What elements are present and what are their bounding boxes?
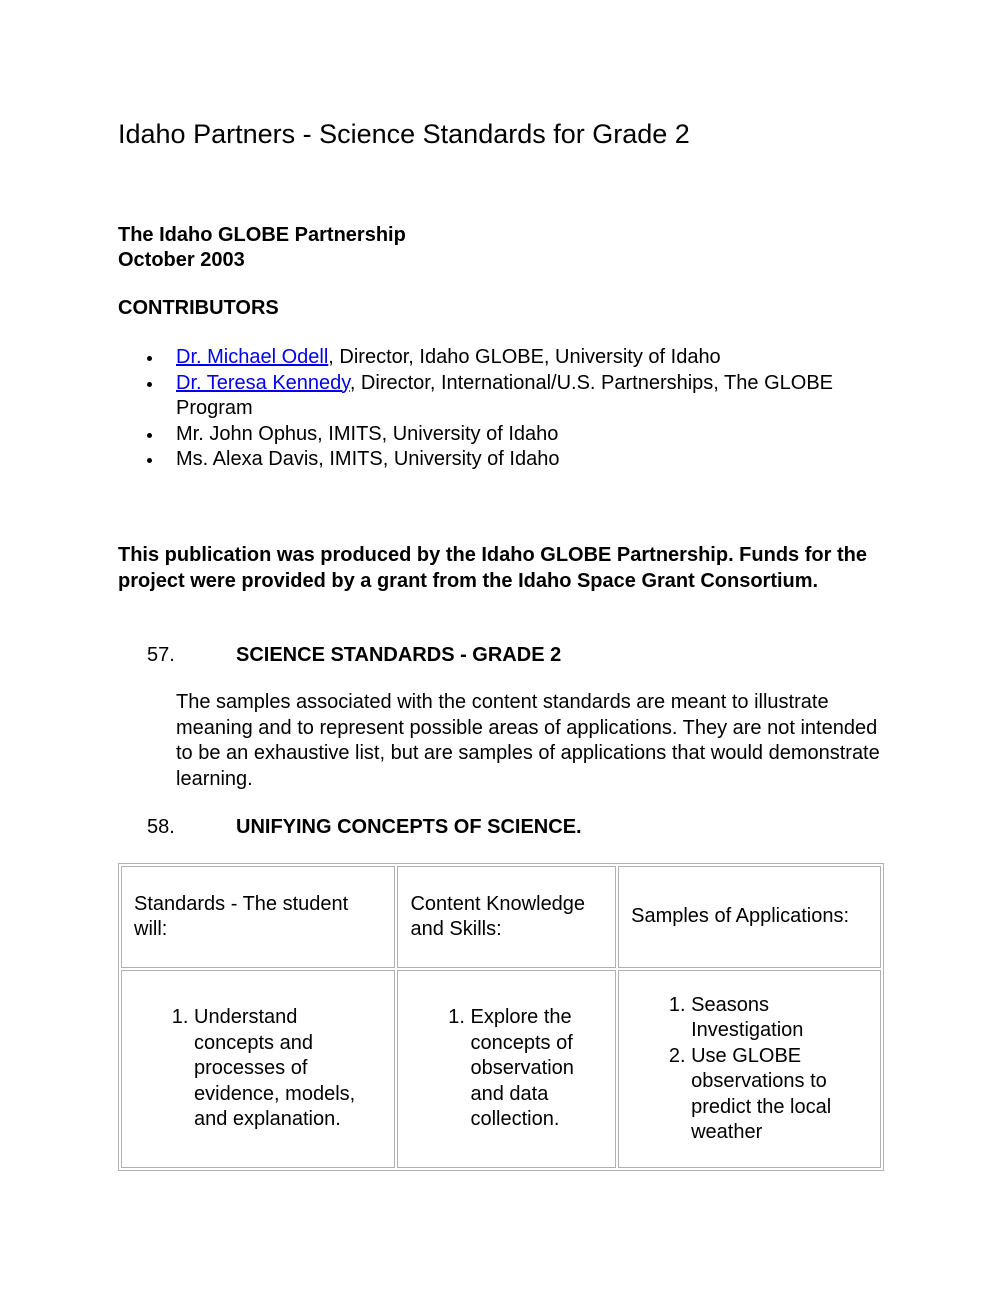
samples-list bbox=[633, 993, 868, 1146]
list-item: 1. Understand concepts and processes of evidence, models, and explanation. bbox=[194, 1005, 382, 1133]
publication-meta bbox=[118, 223, 406, 273]
header-samples: Samples of Applications: bbox=[618, 866, 881, 968]
section-title: SCIENCE STANDARDS - GRADE 2 bbox=[236, 644, 562, 666]
contributor-link-teresa-kennedy[interactable]: Dr. Teresa Kennedy bbox=[176, 371, 350, 394]
list-item: 1. Seasons Investigation bbox=[691, 993, 868, 1044]
organization-name: The Idaho GLOBE Partnership bbox=[118, 224, 406, 246]
page-title: Idaho Partners - Science Standards for Grade 2 bbox=[118, 119, 690, 149]
table-header-row bbox=[121, 866, 881, 968]
table-row bbox=[121, 970, 881, 1168]
list-item: 2. Use GLOBE observations to predict the local weather bbox=[691, 1044, 868, 1146]
section-57-body: The samples associated with the content standards are meant to illustrate meaning and to represent possible areas of applications. They are not intended to be an exhaustive list, but are samples of applications that would demonstrate learning. bbox=[176, 691, 880, 790]
section-title: UNIFYING CONCEPTS OF SCIENCE. bbox=[236, 816, 582, 838]
contributor-item: Ms. Alexa Davis, IMITS, University of Idaho bbox=[176, 447, 896, 473]
samples-cell bbox=[618, 970, 881, 1168]
contributors-heading: CONTRIBUTORS bbox=[118, 297, 279, 319]
publication-date: October 2003 bbox=[118, 249, 245, 271]
section-number: 58. bbox=[147, 816, 175, 838]
standards-cell bbox=[121, 970, 395, 1168]
contributor-link-michael-odell[interactable]: Dr. Michael Odell bbox=[176, 346, 329, 368]
standards-list bbox=[136, 1005, 382, 1133]
funding-statement: This publication was produced by the Idaho GLOBE Partnership. Funds for the project were provided by a grant from the Idaho Space Grant Consortium. bbox=[118, 544, 867, 592]
contributor-item bbox=[176, 371, 896, 422]
contributor-item: Mr. John Ophus, IMITS, University of Idaho bbox=[176, 422, 896, 448]
header-content-knowledge: Content Knowledge and Skills: bbox=[397, 866, 616, 968]
contributor-role: , Director, Idaho GLOBE, University of Idaho bbox=[328, 346, 721, 368]
contributor-item bbox=[176, 345, 896, 371]
list-item: 1. Explore the concepts of observation and data collection. bbox=[470, 1005, 603, 1133]
standards-table bbox=[118, 863, 884, 1171]
section-number: 57. bbox=[147, 644, 175, 666]
content-list bbox=[412, 1005, 603, 1133]
content-cell bbox=[397, 970, 616, 1168]
header-standards: Standards - The student will: bbox=[121, 866, 395, 968]
contributor-role: , Director, International/U.S. Partnerships, The GLOBE Program bbox=[176, 371, 833, 419]
contributors-list bbox=[118, 345, 896, 473]
